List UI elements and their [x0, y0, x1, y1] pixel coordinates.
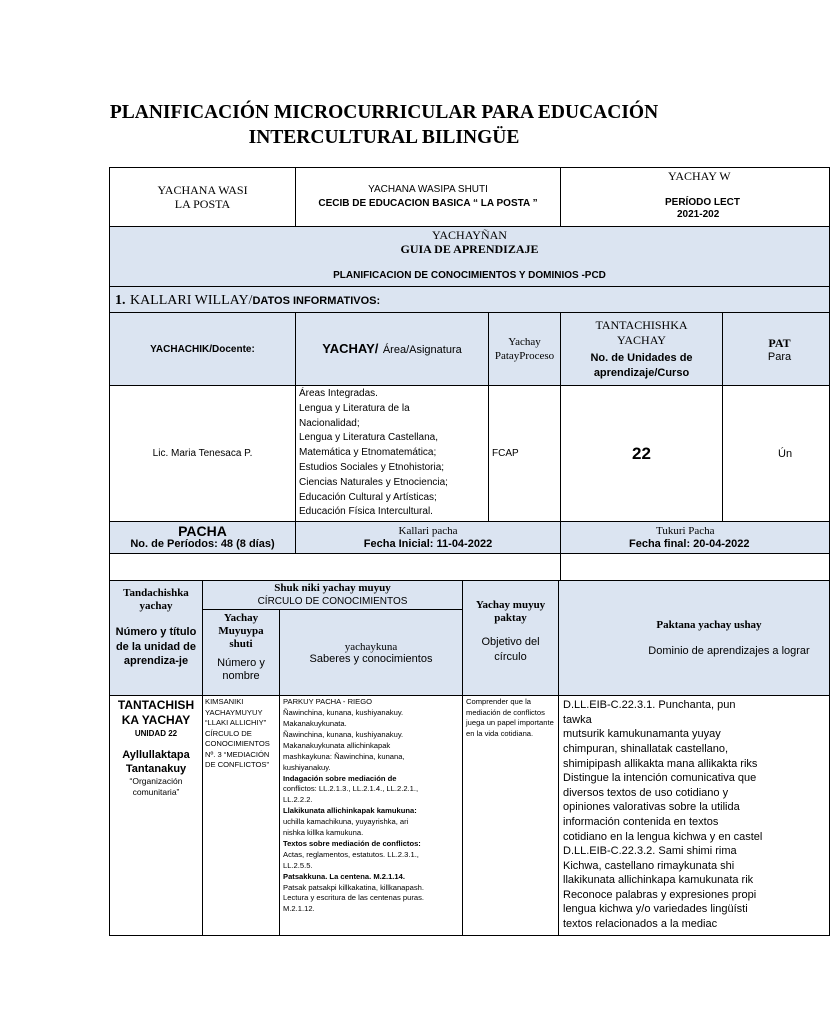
saberes-line: Ñawinchina, kunana, kushiyanakuy. [283, 708, 404, 718]
saberes-line: Patsak patsakpi killkakatina, killkanapash. [283, 882, 424, 892]
pat-header-s: Para [767, 350, 792, 363]
units-value: 22 [561, 386, 723, 522]
pat-header [723, 313, 830, 386]
saberes-header-spanish: Saberes y conocimientos [309, 652, 433, 665]
title-line-2: INTERCULTURAL BILINGÜE [248, 127, 520, 148]
unit-header [110, 581, 203, 696]
dominio-line: diversos textos de uso cotidiano y [563, 786, 729, 799]
area-item: Ciencias Naturales y Etnociencia; [299, 476, 448, 488]
saberes-line: conflictos: LL.2.1.3., LL.2.1.4., LL.2.2.1., [283, 784, 419, 794]
circle-header-spanish: CÍRCULO DE CONOCIMIENTOS [257, 596, 408, 608]
unit-content [110, 696, 203, 936]
saberes-line: Makanakuykunata. [283, 718, 347, 728]
saberes-line: Lectura y escritura de las centenas puras. [283, 893, 424, 903]
muyuy-header [203, 610, 280, 696]
dominio-line: D.LL.EIB-C.22.3.1. Punchanta, pun [563, 699, 736, 712]
period-label: PERÍODO LECT [665, 197, 741, 208]
area-item: Estudios Sociales y Etnohistoria; [299, 461, 445, 473]
circle-header-kichwa: Shuk niki yachay muyuy [274, 582, 391, 595]
muyuy-header-spanish: Número y nombre [217, 657, 265, 683]
area-header-spanish: Área/Asignatura [382, 344, 462, 356]
unit-header-spanish: Número y título de la unidad de aprendiza-je [115, 626, 197, 668]
unit-number: UNIDAD 22 [134, 729, 178, 739]
saberes-line: Patsakkuna. La centena. M.2.1.14. [283, 871, 405, 881]
start-date-kichwa: Kallari pacha [398, 524, 458, 537]
saberes-line: LL.2.5.5. [283, 860, 313, 870]
school-label-1: YACHANA WASI [157, 182, 248, 197]
saberes-content [280, 696, 463, 936]
period-cell [561, 168, 830, 227]
process-value: FCAP [489, 386, 561, 522]
docente-header: YACHACHIK/Docente: [110, 313, 296, 386]
school-name-label: YACHANA WASIPA SHUTI [368, 183, 488, 195]
dominio-line: chimpuran, shinallatak castellano, [563, 742, 729, 755]
area-item: Lengua y Literatura de la [299, 402, 410, 414]
unit-name-spanish: “Organización comunitaria” [129, 776, 183, 798]
school-name-value: CECIB DE EDUCACION BASICA “ LA POSTA ” [318, 198, 538, 209]
unit-title-1: TANTACHISH [117, 698, 195, 713]
saberes-header [280, 610, 463, 696]
dominio-line: D.LL.EIB-C.22.3.2. Sami shimi rima [563, 845, 737, 858]
section1-kichwa: KALLARI WILLAY/ [129, 292, 253, 308]
start-date-cell [296, 522, 561, 554]
guide-plan: PLANIFICACION DE CONOCIMIENTOS Y DOMINIOS -PCD [333, 270, 606, 281]
muyuy-header-kichwa: Yachay Muyuypa shuti [218, 612, 264, 651]
empty-spacer-cell [561, 554, 830, 581]
circle-content: KIMSANIKI YACHAYMUYUY “LLAKI ALLICHIY” CÍRCULO DE CONOCIMIENTOS Nº. 3 “MEDIACIÓN DE CONFLICTOS” [203, 696, 280, 936]
end-date-value: Fecha final: 20-04-2022 [629, 537, 750, 550]
periods-value: No. de Períodos: 48 (8 días) [130, 537, 275, 550]
objective-header-spanish: Objetivo del círculo [481, 636, 540, 663]
saberes-line: Makanakuykunata allichinkapak [283, 740, 391, 750]
period-value: 2021-202 [677, 209, 720, 220]
saberes-line: Indagación sobre mediación de [283, 773, 397, 783]
guide-kichwa: YACHAYÑAN [432, 228, 507, 242]
process-header: Yachay PatayProceso [489, 313, 561, 386]
objective-header [463, 581, 559, 696]
pat-header-k: PAT [768, 335, 791, 350]
document-title [60, 100, 708, 150]
school-name-cell [296, 168, 561, 227]
area-item: Educación Cultural y Artísticas; [299, 491, 437, 503]
yachay-label: YACHAY W [668, 169, 731, 183]
saberes-line: LL.2.2.2. [283, 795, 313, 805]
dominio-header [559, 581, 830, 696]
area-item: Áreas Integradas. [299, 388, 378, 399]
dominio-line: Distingue la intención comunicativa que [563, 772, 757, 785]
school-label-2: LA POSTA [174, 197, 231, 211]
end-date-cell [561, 522, 830, 554]
saberes-line: uchilla kamachikuna, yuyayrishka, ari [283, 817, 409, 827]
saberes-line: Textos sobre mediación de conflictos: [283, 838, 421, 848]
circle-header [203, 581, 463, 610]
school-cell [110, 168, 296, 227]
section1-number: 1. [115, 292, 126, 308]
saberes-line: M.2.1.12. [283, 904, 315, 914]
title-line-1: PLANIFICACIÓN MICROCURRICULAR PARA EDUCACIÓN [109, 102, 659, 123]
dominio-line: Kichwa, castellano rimaykunata shi [563, 859, 735, 872]
pacha-cell [110, 522, 296, 554]
dominio-line: textos relacionados a la mediac [563, 918, 718, 931]
areas-list [296, 386, 489, 522]
area-header-kichwa: YACHAY/ [322, 341, 379, 356]
dominio-line: tawka [563, 713, 592, 726]
saberes-line: Actas, reglamentos, estatutos. LL.2.3.1., [283, 849, 419, 859]
dominio-line: mutsurik kamukunamanta yuyay [563, 728, 721, 741]
dominio-line: opiniones valorativas sobre la utilida [563, 801, 740, 814]
section1-spanish: DATOS INFORMATIVOS: [252, 294, 381, 307]
guide-spanish: GUIA DE APRENDIZAJE [400, 242, 539, 256]
pacha-label: PACHA [178, 522, 227, 539]
dominio-line: cotidiano en la lengua kichwa y en castel [563, 830, 763, 843]
dominio-line: Reconoce palabras y expresiones propi [563, 888, 757, 901]
saberes-line: nishka killka kamukuna. [283, 828, 364, 838]
area-item: Educación Física Intercultural. [299, 506, 433, 518]
dominio-content [559, 696, 830, 936]
dominio-line: lengua kichwa y/o variedades lingüísti [563, 903, 748, 916]
area-item: Lengua y Literatura Castellana, [299, 432, 438, 444]
objective-header-kichwa: Yachay muyuy paktay [475, 599, 546, 625]
area-header [296, 313, 489, 386]
area-item: Matemática y Etnomatemática; [299, 447, 437, 459]
units-header-k1: TANTACHISHKA [595, 318, 688, 332]
empty-spacer-cell [110, 554, 561, 581]
end-date-kichwa: Tukuri Pacha [656, 524, 715, 537]
saberes-line: Llakikunata allichinkapak kamukuna: [283, 806, 417, 816]
units-header-k2: YACHAY [617, 332, 666, 347]
unit-header-kichwa: Tandachishka yachay [123, 587, 189, 613]
dominio-line: shimipipash allikakta mana allikakta riks [563, 757, 758, 770]
dominio-header-kichwa: Paktana yachay ushay [656, 619, 762, 632]
planning-sheet [109, 167, 810, 1024]
dominio-line: información contenida en textos [563, 815, 719, 828]
guide-cell [110, 227, 830, 287]
saberes-line: mashkaykuna: Ñawinchina, kunana, [283, 751, 405, 761]
saberes-header-kichwa: yachaykuna [344, 640, 398, 653]
area-item: Nacionalidad; [299, 417, 360, 429]
dominio-line: llakikunata allichinkapa kamukunata rik [563, 874, 754, 887]
section1-cell [110, 287, 830, 313]
saberes-line: Ñawinchina, kunana, kushiyanakuy. [283, 729, 404, 739]
unit-name-1: Ayllullaktapa [122, 749, 190, 762]
units-header-s: No. de Unidades de aprendizaje/Curso [590, 352, 693, 379]
start-date-value: Fecha Inicial: 11-04-2022 [363, 537, 493, 550]
dominio-header-spanish: Dominio de aprendizajes a lograr [648, 645, 810, 658]
circle-table [109, 580, 830, 936]
info-table [109, 312, 830, 581]
saberes-line: kushiyanakuy. [283, 762, 331, 772]
docente-value: Lic. Maria Tenesaca P. [110, 386, 296, 522]
unit-title-2: KA YACHAY [121, 712, 191, 727]
saberes-line: PARKUY PACHA - RIEGO [283, 697, 373, 707]
objective-content: Comprender que la mediación de conflictos juega un papel importante en la vida cotidiana. [463, 696, 559, 936]
header-table [109, 167, 830, 313]
pat-value: Ún [723, 386, 830, 522]
unit-name-2: Tantanakuy [125, 763, 187, 776]
units-header [561, 313, 723, 386]
